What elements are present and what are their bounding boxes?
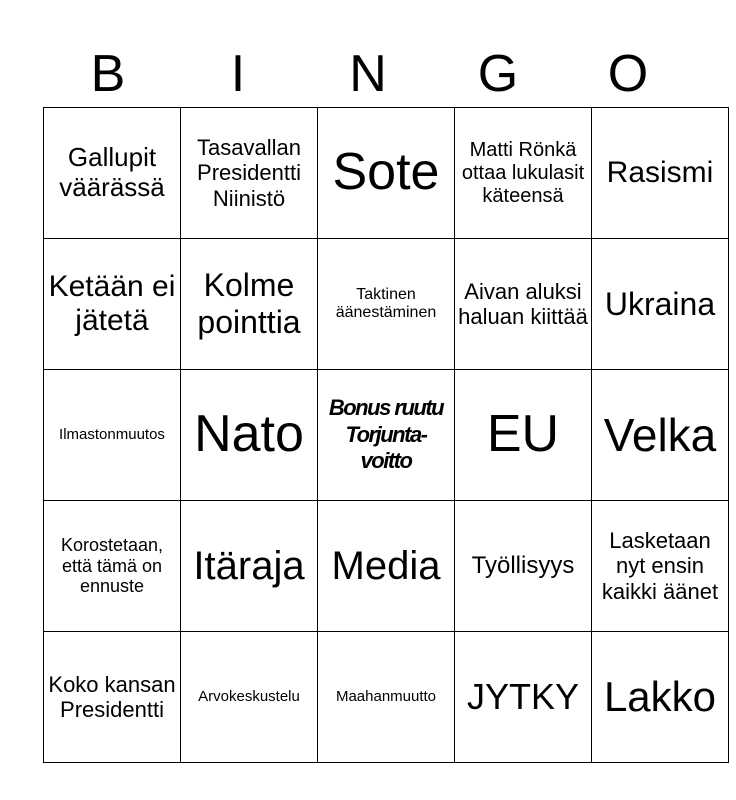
bingo-row: [44, 370, 729, 501]
bingo-cell[interactable]: Koko kansan Presidentti: [44, 632, 181, 763]
bingo-cell[interactable]: Lasketaan nyt ensin kaikki äänet: [592, 501, 729, 632]
bingo-cell[interactable]: Työllisyys: [455, 501, 592, 632]
bingo-free-cell[interactable]: Bonus ruutu Torjunta-voitto: [318, 370, 455, 501]
bingo-cell[interactable]: Nato: [181, 370, 318, 501]
bingo-cell[interactable]: Tasavallan Presidentti Niinistö: [181, 108, 318, 239]
bingo-row: [44, 632, 729, 763]
bingo-cell[interactable]: Lakko: [592, 632, 729, 763]
bingo-cell[interactable]: Ukraina: [592, 239, 729, 370]
bingo-board: [43, 107, 729, 763]
bingo-row: [44, 239, 729, 370]
bingo-cell[interactable]: Aivan aluksi haluan kiittää: [455, 239, 592, 370]
bingo-cell[interactable]: Velka: [592, 370, 729, 501]
bingo-cell[interactable]: Ilmastonmuutos: [44, 370, 181, 501]
bingo-cell[interactable]: Ketään ei jätetä: [44, 239, 181, 370]
header-letter-g: G: [477, 45, 519, 103]
bingo-row: [44, 501, 729, 632]
header-letter-n: N: [349, 45, 387, 103]
header-letter-b: B: [90, 45, 126, 103]
bingo-header: [43, 40, 693, 108]
bingo-cell[interactable]: Taktinen äänestäminen: [318, 239, 455, 370]
bingo-cell[interactable]: Matti Rönkä ottaa lukulasit käteensä: [455, 108, 592, 239]
bingo-cell[interactable]: Kolme pointtia: [181, 239, 318, 370]
bingo-cell[interactable]: EU: [455, 370, 592, 501]
bingo-cell[interactable]: Sote: [318, 108, 455, 239]
bingo-cell[interactable]: Itäraja: [181, 501, 318, 632]
header-letter-o: O: [607, 45, 649, 103]
bingo-cell[interactable]: Korostetaan, että tämä on ennuste: [44, 501, 181, 632]
bingo-cell[interactable]: JYTKY: [455, 632, 592, 763]
bingo-row: [44, 108, 729, 239]
bingo-cell[interactable]: Media: [318, 501, 455, 632]
bingo-cell[interactable]: Rasismi: [592, 108, 729, 239]
bingo-cell[interactable]: Maahanmuutto: [318, 632, 455, 763]
header-letter-i: I: [230, 45, 246, 103]
bingo-cell[interactable]: Gallupit väärässä: [44, 108, 181, 239]
bingo-cell[interactable]: Arvokeskustelu: [181, 632, 318, 763]
